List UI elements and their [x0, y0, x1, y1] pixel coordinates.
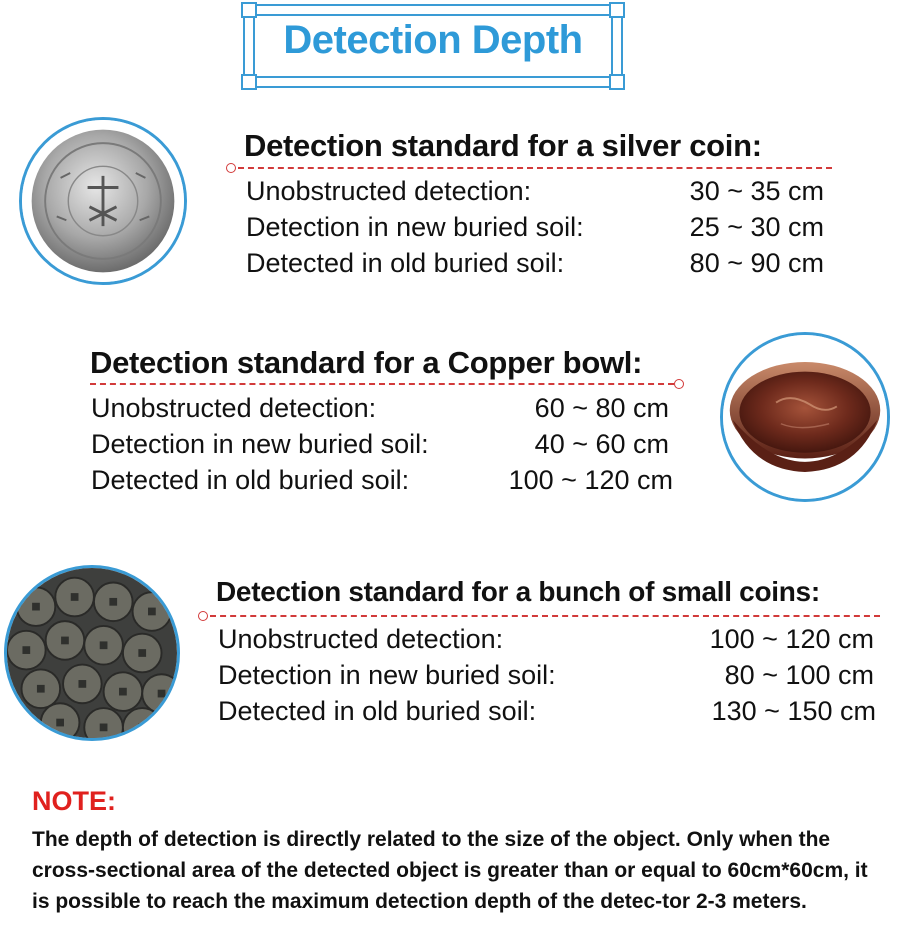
heading-ring-marker: [674, 379, 684, 389]
row-label: Detection in new buried soil:: [218, 660, 556, 690]
row-label: Detected in old buried soil:: [91, 465, 410, 495]
section-heading: Detection standard for a silver coin:: [244, 128, 762, 163]
heading-dashed-underline: [210, 615, 880, 617]
small-coins-icon: [7, 568, 177, 738]
row-label: Detection in new buried soil:: [91, 429, 429, 459]
row-label: Detected in old buried soil:: [218, 696, 537, 726]
note-text: The depth of detection is directly related to the size of the object. Only when the cross-sectional area of the detected object is greater than or equal to 60cm*60cm, it is possible to reach the maximum detection depth of the detec-tor 2-3 meters.: [32, 828, 868, 913]
small-coins-image: [4, 565, 180, 741]
title-frame: [243, 4, 623, 88]
heading-ring-marker: [226, 163, 236, 173]
row-value: 60 ~ 80 cm: [534, 393, 669, 423]
row-label: Unobstructed detection:: [246, 176, 532, 206]
section-small-coins: [204, 576, 884, 736]
row-value: 100 ~ 120 cm: [508, 465, 673, 495]
row-value: 80 ~ 100 cm: [724, 660, 874, 690]
row-value: 100 ~ 120 cm: [709, 624, 874, 654]
row-label: Unobstructed detection:: [91, 393, 377, 423]
section-heading: Detection standard for a bunch of small coins:: [216, 576, 820, 607]
silver-coin-icon: [22, 120, 184, 282]
heading-dashed-underline: [90, 383, 674, 385]
row-label: Detection in new buried soil:: [246, 212, 584, 242]
frame-corner-ornament: [609, 2, 625, 18]
heading-ring-marker: [198, 611, 208, 621]
row-value: 40 ~ 60 cm: [534, 429, 669, 459]
section-heading: Detection standard for a Copper bowl:: [90, 345, 643, 380]
note-title: NOTE:: [32, 786, 116, 816]
row-value: 80 ~ 90 cm: [689, 248, 824, 278]
frame-corner-ornament: [241, 2, 257, 18]
row-value: 30 ~ 35 cm: [689, 176, 824, 206]
row-label: Detected in old buried soil:: [246, 248, 565, 278]
frame-corner-ornament: [241, 74, 257, 90]
row-value: 25 ~ 30 cm: [689, 212, 824, 242]
silver-coin-image: [19, 117, 187, 285]
frame-corner-ornament: [609, 74, 625, 90]
copper-bowl-image: [720, 332, 890, 502]
heading-dashed-underline: [238, 167, 832, 169]
section-copper-bowl: [88, 345, 688, 505]
row-value: 130 ~ 150 cm: [711, 696, 876, 726]
copper-bowl-icon: [723, 335, 887, 499]
row-label: Unobstructed detection:: [218, 624, 504, 654]
page-title: Detection Depth: [283, 18, 583, 62]
section-silver-coin: [232, 128, 832, 288]
